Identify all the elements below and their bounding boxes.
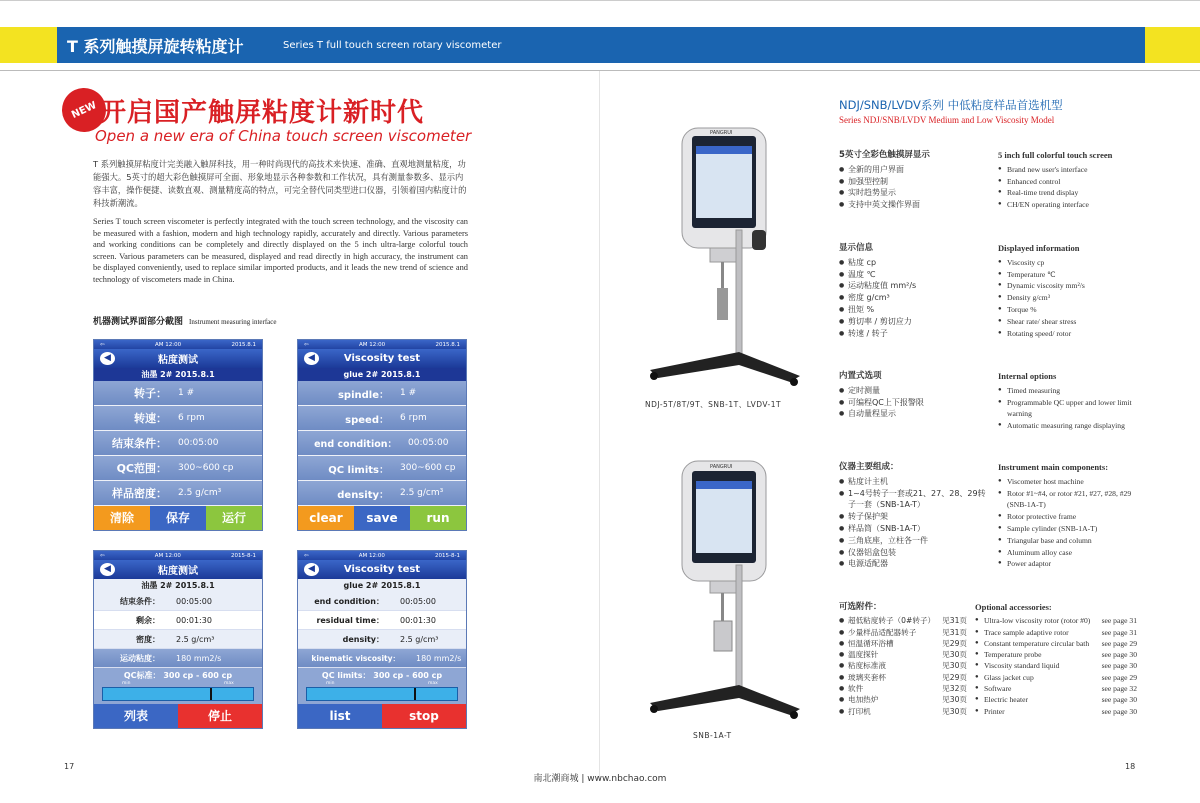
spec-heading: Optional accessories: xyxy=(975,602,1052,612)
accessory-page: see page 30 xyxy=(1101,706,1137,716)
screen-title: Viscosity test xyxy=(343,564,421,575)
accessory-page: see page 30 xyxy=(1101,661,1137,671)
spec-item: ● Programmable QC upper and lower limit warning xyxy=(998,397,1138,421)
accessory-item xyxy=(975,672,1137,683)
header-rule xyxy=(0,70,1200,71)
qc-max-label: max xyxy=(224,681,234,686)
param-value: 00:05:00 xyxy=(178,438,219,448)
status-time: AM 12:00 xyxy=(154,552,181,559)
status-row xyxy=(298,630,466,649)
spec-item: ● 实时趋势显示 xyxy=(839,187,989,199)
accessory-page: see page 30 xyxy=(1101,650,1137,660)
spec-item: ● 运动粘度值 mm²/s xyxy=(839,280,989,292)
spec-item: ● Power adaptor xyxy=(998,558,1138,570)
headline-en: Open a new era of China touch screen viscometer xyxy=(95,127,472,145)
accessory-item xyxy=(975,706,1137,717)
accessory-page: 见31页 xyxy=(942,627,967,637)
sample-name: 油墨 2# 2015.8.1 xyxy=(94,579,262,592)
status-row xyxy=(94,592,262,611)
spec-item: ● 三角底座，立柱各一件 xyxy=(839,535,989,547)
accessory-name: ● Software xyxy=(984,684,1012,694)
status-label: 结束条件： xyxy=(120,596,160,606)
spec-heading: 内置式选项 xyxy=(839,371,882,381)
spec-screen-cn xyxy=(839,150,989,211)
accessory-page: 见29页 xyxy=(942,672,967,682)
spec-item: ● 粘度 cp xyxy=(839,257,989,269)
save-button[interactable]: 保存 xyxy=(150,506,206,530)
spec-item: ● 全新的用户界面 xyxy=(839,164,989,176)
screen-titlebar xyxy=(94,349,262,368)
accessory-item xyxy=(975,694,1137,705)
new-badge: NEW xyxy=(55,81,113,139)
spec-item: ● Aluminum alloy case xyxy=(998,547,1138,559)
back-icon: ⇦ xyxy=(304,552,309,559)
param-value: 6 rpm xyxy=(178,413,205,423)
screen-cn-setup xyxy=(93,339,263,531)
accessory-name: ● 粘度标准液 xyxy=(848,661,886,671)
qc-label: QC limits： 300 cp - 600 cp xyxy=(321,671,443,680)
accessory-name: ● 少量样品适配器转子 xyxy=(848,627,917,637)
save-button[interactable]: save xyxy=(354,506,410,530)
param-value: 2.5 g/cm³ xyxy=(178,488,222,498)
param-row[interactable] xyxy=(94,406,262,431)
accessory-page: 见29页 xyxy=(942,638,967,648)
spec-item: ● Rotating speed/ rotor xyxy=(998,328,1138,340)
param-label: 转速： xyxy=(134,412,167,425)
param-row[interactable] xyxy=(298,431,466,456)
qc-progress xyxy=(298,668,466,704)
run-button[interactable]: run xyxy=(410,506,466,530)
accessory-item xyxy=(839,683,967,694)
spec-item: ● Rotor protective frame xyxy=(998,511,1138,523)
spec-item: ● Viscometer host machine xyxy=(998,476,1138,488)
list-button[interactable]: 列表 xyxy=(94,704,178,728)
progress-marker xyxy=(210,688,212,700)
spec-heading: 5 inch full colorful touch screen xyxy=(998,150,1113,160)
right-title-cn: NDJ/SNB/LVDV系列 中低粘度样品首选机型 xyxy=(839,98,1063,112)
param-row[interactable] xyxy=(298,381,466,406)
accessories-en xyxy=(975,602,1137,717)
accessory-name: ● Ultra-low viscosity rotor (rotor #0) xyxy=(984,616,1091,626)
status-label: kinematic viscosity： xyxy=(311,653,400,663)
accessory-page: 见31页 xyxy=(942,616,967,626)
spec-item: ● Shear rate/ shear stress xyxy=(998,316,1138,328)
accessory-item xyxy=(839,615,967,626)
spec-item: ● Rotor #1~#4, or rotor #21, #27, #28, #29 (SNB-1A-T) xyxy=(998,488,1138,512)
spec-heading: 可选附件： xyxy=(839,602,882,612)
accessory-item xyxy=(975,627,1137,638)
accessory-page: 见30页 xyxy=(942,706,967,716)
param-row[interactable] xyxy=(94,481,262,506)
accessory-name: ● 恒温循环浴槽 xyxy=(848,638,894,648)
param-label: 转子： xyxy=(134,387,167,400)
param-value: 300~600 cp xyxy=(178,463,234,473)
page-number-right: 18 xyxy=(1125,762,1136,771)
status-value: 180 mm2/s xyxy=(416,653,462,663)
device-brand: PANGRUI xyxy=(710,464,733,470)
page-number-left: 17 xyxy=(64,762,75,771)
param-label: speed： xyxy=(345,414,389,426)
accessory-name: ● Electric heater xyxy=(984,695,1029,705)
accessory-item xyxy=(975,615,1137,626)
status-time: AM 12:00 xyxy=(155,341,182,348)
spec-screen-en xyxy=(998,150,1138,211)
accessory-page: see page 31 xyxy=(1101,616,1137,626)
spec-item: ● 密度 g/cm³ xyxy=(839,292,989,304)
param-label: 样品密度： xyxy=(112,487,167,500)
param-value: 300~600 cp xyxy=(400,463,456,473)
status-label: density： xyxy=(342,634,384,644)
status-value: 00:01:30 xyxy=(400,615,436,625)
accessory-item xyxy=(975,649,1137,660)
status-value: 2.5 g/cm³ xyxy=(176,634,215,644)
param-label: spindle： xyxy=(337,389,389,401)
param-value: 1 # xyxy=(400,388,417,398)
param-label: QC范围： xyxy=(116,462,167,475)
param-row[interactable] xyxy=(94,431,262,456)
param-row[interactable] xyxy=(298,406,466,431)
spec-item: ● 温度 ℃ xyxy=(839,269,989,281)
spec-item: ● Density g/cm³ xyxy=(998,292,1138,304)
status-bar xyxy=(94,340,262,349)
spec-item: ● 自动量程显示 xyxy=(839,408,989,420)
back-icon: ⇦ xyxy=(304,341,309,348)
spec-item: ● 支持中英文操作界面 xyxy=(839,199,989,211)
accessory-page: 见32页 xyxy=(942,684,967,694)
accessory-name: ● Printer xyxy=(984,706,1005,716)
spec-options-cn xyxy=(839,371,989,420)
screen-title: 粘度测试 xyxy=(158,355,198,366)
header-title-en: Series T full touch screen rotary viscometer xyxy=(283,40,502,51)
spec-components-en xyxy=(998,462,1138,570)
accessory-item xyxy=(839,672,967,683)
qc-label: QC标准： 300 cp - 600 cp xyxy=(123,671,233,680)
spec-item: ● Torque % xyxy=(998,304,1138,316)
status-label: 剩余： xyxy=(136,615,160,625)
spec-options-en xyxy=(998,371,1138,432)
spec-display-en xyxy=(998,243,1138,339)
accessory-name: ● Glass jacket cup xyxy=(984,672,1034,682)
spec-item: ● Sample cylinder (SNB-1A-T) xyxy=(998,523,1138,535)
spec-heading: Instrument main components: xyxy=(998,462,1109,472)
spec-item: ● 仪器铝盒包装 xyxy=(839,547,989,559)
accessory-item xyxy=(839,694,967,705)
status-time: AM 12:00 xyxy=(358,552,385,559)
right-title-en: Series NDJ/SNB/LVDV Medium and Low Viscosity Model xyxy=(839,115,1055,125)
device-brand: PANGRUI xyxy=(710,130,733,136)
accessory-item xyxy=(975,660,1137,671)
status-row xyxy=(94,611,262,630)
device-caption-1: NDJ-5T/8T/9T、SNB-1T、LVDV-1T xyxy=(645,400,782,409)
spec-heading: 显示信息 xyxy=(839,243,874,253)
accessory-name: ● Trace sample adaptive rotor xyxy=(984,627,1069,637)
spec-heading: 仪器主要组成： xyxy=(839,462,899,472)
back-arrow-icon[interactable]: ◀ xyxy=(100,563,115,576)
spec-item: ● 转子保护架 xyxy=(839,511,989,523)
spec-item: ● 1~4号转子一套或21、27、28、29转子一套（SNB-1A-T） xyxy=(839,488,989,512)
accessory-name: ● 玻璃夹套杯 xyxy=(848,672,886,682)
sample-name: 油墨 2# 2015.8.1 xyxy=(94,368,262,381)
back-icon: ⇦ xyxy=(100,341,105,348)
qc-min-label: min xyxy=(122,681,131,686)
accessory-item xyxy=(839,660,967,671)
accessory-name: ● Viscosity standard liquid xyxy=(984,661,1060,671)
screen-titlebar xyxy=(298,349,466,368)
accessory-name: ● 电加热炉 xyxy=(848,695,879,705)
status-label: end condition： xyxy=(314,596,384,606)
spec-item: ● 定时测量 xyxy=(839,385,989,397)
status-bar xyxy=(298,340,466,349)
status-bar xyxy=(298,551,466,560)
screen-en-running xyxy=(297,550,467,729)
spec-item: ● Temperature ℃ xyxy=(998,269,1138,281)
status-row xyxy=(94,630,262,649)
accessory-item xyxy=(975,683,1137,694)
qc-min-label: min xyxy=(326,681,335,686)
param-value: 2.5 g/cm³ xyxy=(400,488,444,498)
sample-name: glue 2# 2015.8.1 xyxy=(298,579,466,592)
screen-en-setup xyxy=(297,339,467,531)
screen-titlebar xyxy=(298,560,466,579)
accessory-item xyxy=(839,706,967,717)
spec-item: ● Brand new user's interface xyxy=(998,164,1138,176)
stop-button[interactable]: 停止 xyxy=(178,704,262,728)
spec-item: ● 粘度计主机 xyxy=(839,476,989,488)
accessory-item xyxy=(975,638,1137,649)
accessory-item xyxy=(839,627,967,638)
spec-item: ● 转速 / 转子 xyxy=(839,328,989,340)
status-value: 00:05:00 xyxy=(400,596,436,606)
progress-marker xyxy=(414,688,416,700)
qc-progress xyxy=(94,668,262,704)
header-title-cn: T 系列触摸屏旋转粘度计 xyxy=(67,37,244,56)
param-value: 00:05:00 xyxy=(408,438,449,448)
param-label: QC limits： xyxy=(328,464,389,476)
accessory-name: ● 软件 xyxy=(848,684,864,694)
back-arrow-icon[interactable]: ◀ xyxy=(304,563,319,576)
header-yellow-right xyxy=(1145,27,1200,63)
accessory-name: ● 打印机 xyxy=(848,706,871,716)
spec-item: ● Enhanced control xyxy=(998,176,1138,188)
spec-item: ● Viscosity cp xyxy=(998,257,1138,269)
spec-item: ● Timed measuring xyxy=(998,385,1138,397)
param-value: 1 # xyxy=(178,388,195,398)
viscometer-image-1 xyxy=(640,120,810,395)
page-divider xyxy=(599,71,600,780)
spec-item: ● Automatic measuring range displaying xyxy=(998,420,1138,432)
headline-cn: 开启国产触屏粘度计新时代 xyxy=(100,98,425,128)
spec-item: ● 电源适配器 xyxy=(839,558,989,570)
accessory-item xyxy=(839,638,967,649)
screen-cn-running xyxy=(93,550,263,729)
status-label: 运动粘度： xyxy=(120,653,160,663)
back-arrow-icon[interactable]: ◀ xyxy=(304,352,319,365)
accessory-page: see page 29 xyxy=(1101,638,1137,648)
spec-item: ● Triangular base and column xyxy=(998,535,1138,547)
param-label: density： xyxy=(337,489,389,501)
accessory-item xyxy=(839,649,967,660)
list-button[interactable]: list xyxy=(298,704,382,728)
spec-components-cn xyxy=(839,462,989,570)
status-value: 180 mm2/s xyxy=(176,653,222,663)
run-button[interactable]: 运行 xyxy=(206,506,262,530)
clear-button[interactable]: 清除 xyxy=(94,506,150,530)
spec-heading: 5英寸全彩色触摸屏显示 xyxy=(839,150,930,160)
header-band xyxy=(0,27,1200,63)
footer-text: 南北潮商城 | www.nbchao.com xyxy=(533,774,667,784)
param-row[interactable] xyxy=(298,456,466,481)
param-row[interactable] xyxy=(94,456,262,481)
status-date: 2015-8-1 xyxy=(435,552,460,559)
intro-paragraph-en: Series T touch screen viscometer is perfectly integrated with the touch screen technology, and the viscosity can be measured with a fashion, modern and high technology rapidly, accurately and directly. Various parameters and working conditions can be completely and directly displayed on the 5 inch ultra-large colorful touch screen. Various parameters can be measured, displayed and read directly in high accuracy, the instrument can be displayed conveniently, used to replace similar imported products, and it leads the new trend of science and technology of viscometers made in China. xyxy=(93,217,468,284)
accessories-cn xyxy=(839,602,967,717)
spec-item: ● 可编程QC上下报警限 xyxy=(839,397,989,409)
clear-button[interactable]: clear xyxy=(298,506,354,530)
status-row xyxy=(94,649,262,668)
top-border xyxy=(0,0,1200,1)
param-value: 6 rpm xyxy=(400,413,427,423)
spec-heading: Internal options xyxy=(998,371,1057,381)
spec-item: ● 扭矩 % xyxy=(839,304,989,316)
status-date: 2015-8-1 xyxy=(231,552,256,559)
screens-title xyxy=(93,314,276,327)
screen-titlebar xyxy=(94,560,262,579)
qc-max-label: max xyxy=(428,681,438,686)
spec-item: ● 剪切率 / 剪切应力 xyxy=(839,316,989,328)
header-yellow-left xyxy=(0,27,57,63)
param-row[interactable] xyxy=(94,381,262,406)
accessory-page: 见30页 xyxy=(942,650,967,660)
accessory-page: see page 31 xyxy=(1101,627,1137,637)
accessory-page: see page 30 xyxy=(1101,695,1137,705)
progress-bar xyxy=(306,687,458,701)
stop-button[interactable]: stop xyxy=(382,704,466,728)
screen-title: Viscosity test xyxy=(343,353,421,364)
status-row xyxy=(298,611,466,630)
param-label: 结束条件： xyxy=(112,437,167,450)
intro-paragraph-cn: T 系列触摸屏粘度计完美融入触屏科技，用一种时尚现代的高技术来快速、准确、直观地测量粘度，功能强大。5英寸的超大彩色触摸屏可全面、形象地显示各种参数和工作状况，具有测量参数多、显示内容丰富，操作便捷、读数直观、测量精度高的特点，可完全替代同类型进口仪器，引领着国内粘度计的科技新潮流。 xyxy=(93,159,467,208)
param-row[interactable] xyxy=(298,481,466,506)
screens-title-en: Instrument measuring interface xyxy=(189,318,277,326)
spec-display-cn xyxy=(839,243,989,339)
progress-bar xyxy=(102,687,254,701)
spec-item: ● 加强型控制 xyxy=(839,176,989,188)
back-arrow-icon[interactable]: ◀ xyxy=(100,352,115,365)
status-label: 密度： xyxy=(136,634,160,644)
device-caption-2: SNB-1A-T xyxy=(693,731,732,740)
spec-item: ● Real-time trend display xyxy=(998,187,1138,199)
accessory-name: ● 超低粘度转子（0#转子） xyxy=(848,616,936,626)
accessory-page: 见30页 xyxy=(942,661,967,671)
status-value: 2.5 g/cm³ xyxy=(400,634,439,644)
status-value: 00:01:30 xyxy=(176,615,212,625)
sample-name: glue 2# 2015.8.1 xyxy=(298,368,466,381)
viscometer-image-2 xyxy=(640,455,810,727)
accessory-name: ● Temperature probe xyxy=(984,650,1042,660)
screen-title: 粘度测试 xyxy=(158,566,198,577)
status-date: 2015.8.1 xyxy=(231,341,256,348)
status-row xyxy=(298,649,466,668)
status-bar xyxy=(94,551,262,560)
accessory-name: ● Constant temperature circular bath xyxy=(984,638,1090,648)
screens-title-cn: 机器测试界面部分截图 xyxy=(93,317,184,327)
status-value: 00:05:00 xyxy=(176,596,212,606)
spec-heading: Displayed information xyxy=(998,243,1080,253)
accessory-page: see page 32 xyxy=(1101,684,1137,694)
accessory-name: ● 温度探针 xyxy=(848,650,879,660)
param-label: end condition： xyxy=(314,439,397,450)
status-row xyxy=(298,592,466,611)
status-label: residual time： xyxy=(316,615,384,625)
back-icon: ⇦ xyxy=(100,552,105,559)
accessory-page: 见30页 xyxy=(942,695,967,705)
spec-item: ● CH/EN operating interface xyxy=(998,199,1138,211)
spec-item: ● 样品筒（SNB-1A-T） xyxy=(839,523,989,535)
status-time: AM 12:00 xyxy=(359,341,386,348)
status-date: 2015.8.1 xyxy=(435,341,460,348)
accessory-page: see page 29 xyxy=(1101,672,1137,682)
spec-item: ● Dynamic viscosity mm²/s xyxy=(998,280,1138,292)
